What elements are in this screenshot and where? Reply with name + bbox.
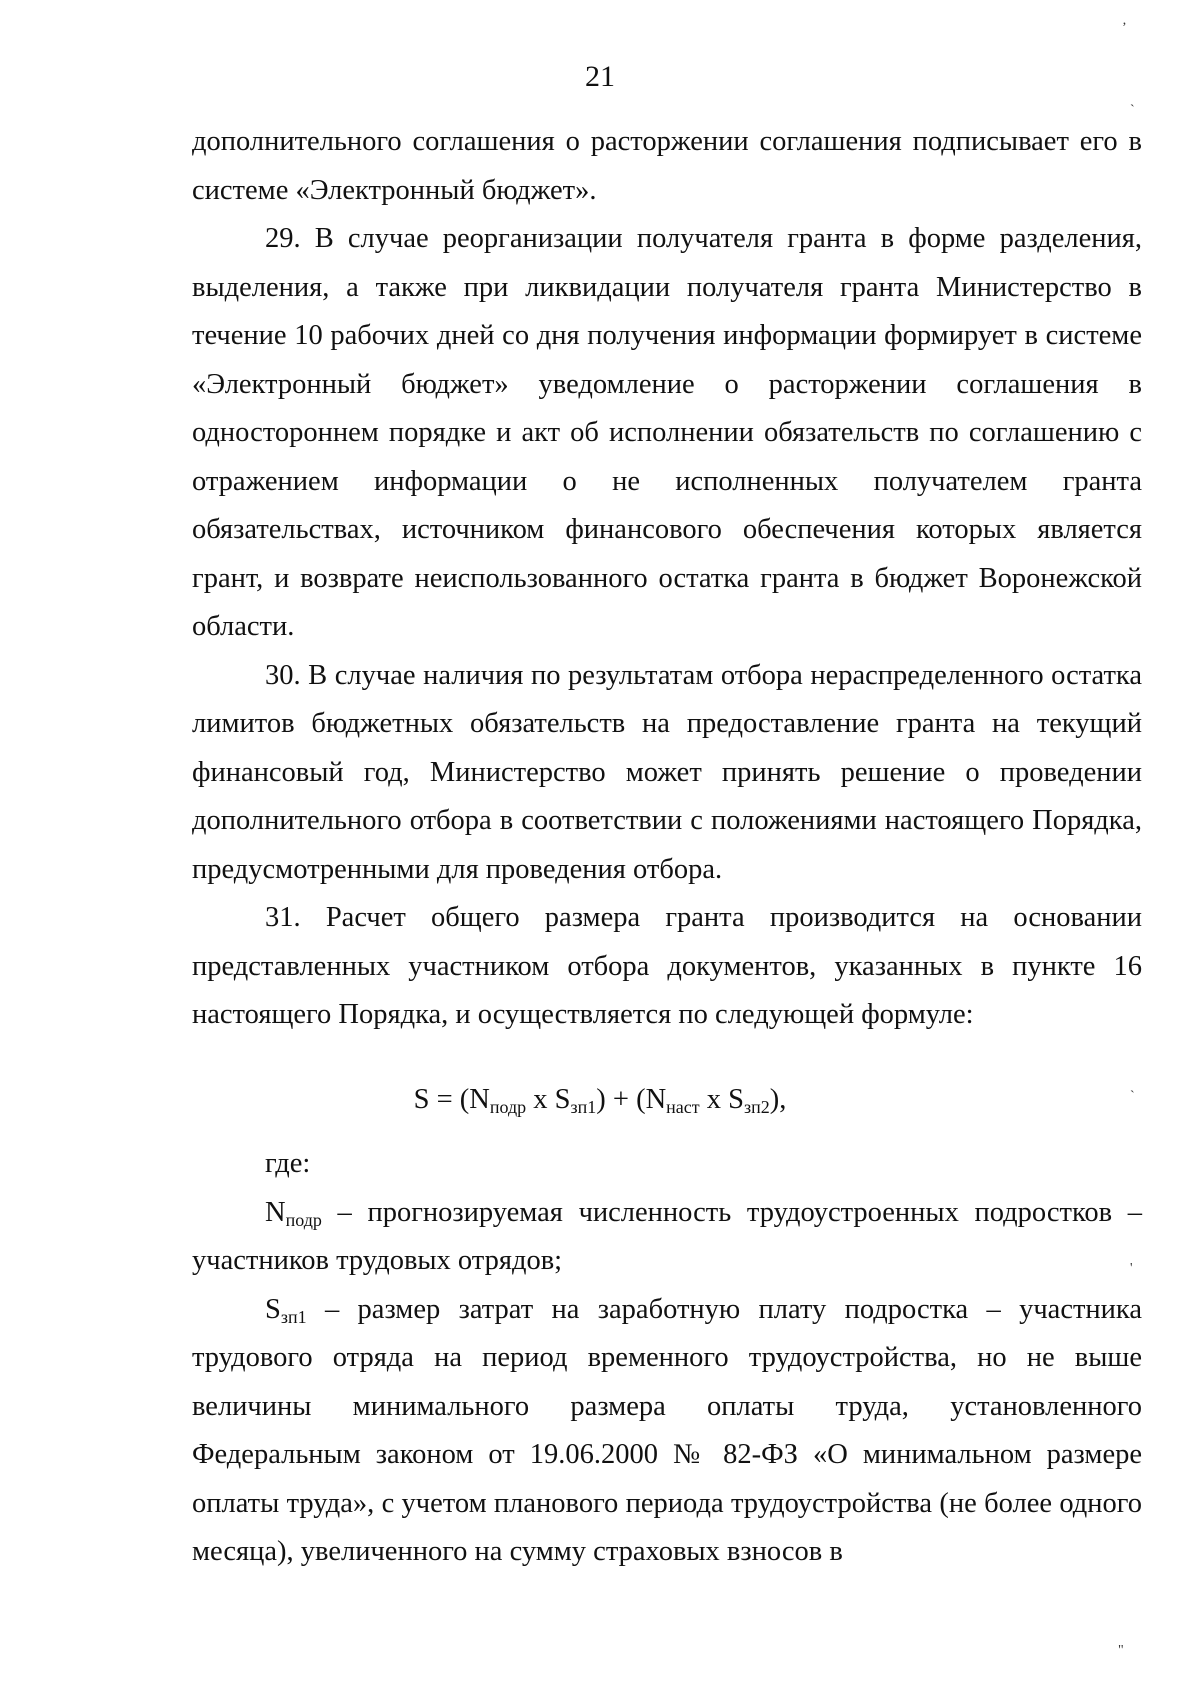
definition-n-podr-sub: подр xyxy=(285,1209,322,1230)
scan-speck: ‚ xyxy=(1122,13,1127,28)
scan-speck: ` xyxy=(1130,1089,1135,1104)
formula-sub-podr: подр xyxy=(489,1097,527,1117)
paragraph-30: 30. В случае наличия по результатам отбора нераспределенного остатка лимитов бюджетных обязательств на предоставление гранта на текущий финансовый год, Министерство может принять решение о проведении дополнительного отбора в соответствии с положениями настоящего Порядка, предусмотренными для проведения отбора. xyxy=(192,659,1142,885)
paragraph-29: 29. В случае реорганизации получателя гранта в форме разделения, выделения, а также при ликвидации получателя гранта Министерство в течение 10 рабочих дней со дня получения информации формирует в системе «Электронный бюджет» уведомление о расторжении соглашения в одностороннем порядке и акт об исполнении обязательств по соглашению с отражением информации о не исполненных получателем гранта обязательствах, источником финансового обеспечения которых является грант, и возврате неиспользованного остатка гранта в бюджет Воронежской области. xyxy=(192,223,1142,642)
definition-n-podr xyxy=(192,1189,1142,1286)
formula-sub-nast: наст xyxy=(666,1097,700,1117)
formula-part-lhs: S = (N xyxy=(413,1084,490,1115)
definition-s-zp1 xyxy=(192,1286,1142,1577)
scan-speck: ' xyxy=(1130,1261,1133,1276)
formula-part-mid1: x S xyxy=(526,1084,571,1115)
formula-definitions xyxy=(192,1140,1142,1577)
definition-s-zp1-text: – размер затрат на заработную плату подростка – участника трудового отряда на период временного трудоустройства, но не выше величины минимального размера оплаты труда, установленного Федеральным законом от 19.06.2000 № 82-ФЗ «О минимальном размере оплаты труда», с учетом планового периода трудоустройства (не более одного месяца), увеличенного на сумму страховых взносов в xyxy=(192,1293,1142,1567)
document-body xyxy=(192,118,1142,1040)
formula-sub-zp2: зп2 xyxy=(744,1097,770,1117)
scan-speck: " xyxy=(1118,1643,1124,1658)
definition-s-zp1-sub: зп1 xyxy=(280,1306,307,1327)
definition-n-podr-symbol: N xyxy=(265,1196,286,1228)
scan-speck: ` xyxy=(1130,103,1135,118)
grant-formula xyxy=(0,1080,1200,1120)
formula-sub-zp1: зп1 xyxy=(570,1097,597,1117)
definition-n-podr-text: – прогнозируемая численность трудоустроенных подростков – участников трудовых отрядов; xyxy=(192,1196,1142,1276)
paragraph-continuation: дополнительного соглашения о расторжении соглашения подписывает его в системе «Электронный бюджет». xyxy=(192,126,1142,206)
formula-part-mid2: ) + (N xyxy=(596,1084,667,1115)
paragraph-31: 31. Расчет общего размера гранта производится на основании представленных участником отбора документов, указанных в пункте 16 настоящего Порядка, и осуществляется по следующей формуле: xyxy=(192,902,1142,1030)
definition-s-zp1-symbol: S xyxy=(265,1293,281,1325)
formula-part-mid3: x S xyxy=(699,1084,744,1115)
formula-part-end: ), xyxy=(769,1084,787,1115)
where-label: где: xyxy=(265,1148,311,1179)
page-number: 21 xyxy=(585,60,615,93)
